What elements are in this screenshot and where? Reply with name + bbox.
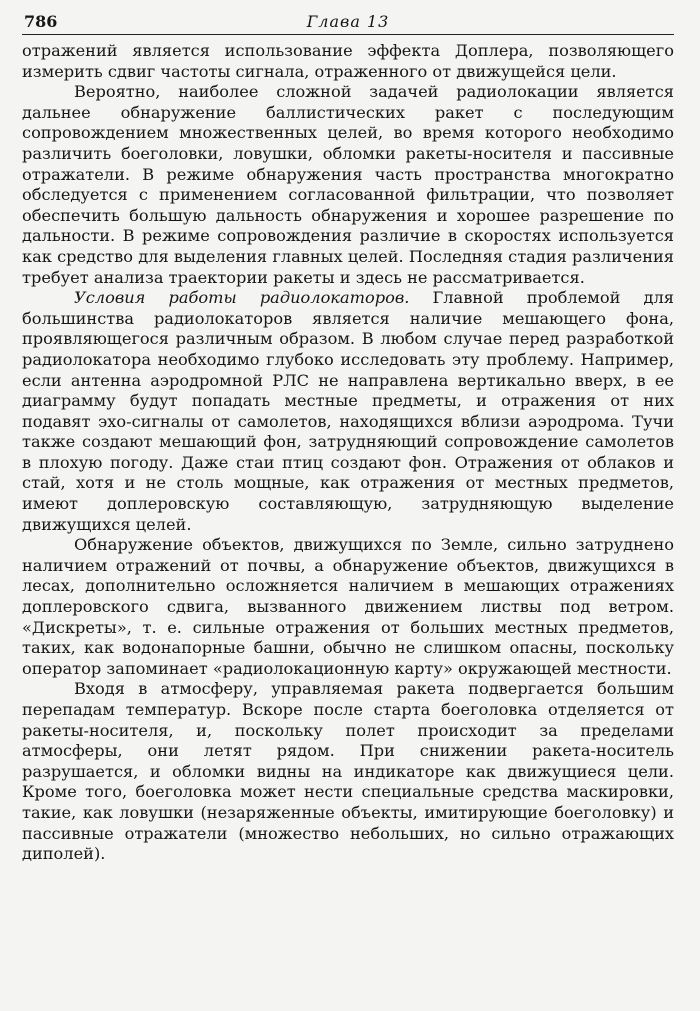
body-text: [22, 41, 674, 865]
page-number: 786: [24, 12, 58, 31]
paragraph-5: [22, 679, 674, 864]
paragraph-1: [22, 41, 674, 82]
section-heading: Условия работы радиолокаторов.: [74, 288, 410, 308]
paragraph-5-text: Входя в атмосферу, управляемая ракета подвергается большим перепадам температур. Вскоре после старта боеголовка отделяется от ракеты-носителя, и, поскольку полет происходит за пределами атмосферы, они летят рядом. При снижении ракета-носитель разрушается, и обломки видны на индикаторе как движущиеся цели. Кроме того, боеголовка может нести специальные средства маскировки, такие, как ловушки (незаряженные объекты, имитирующие боеголовку) и пассивные отражатели (множество небольших, но сильно отражающих диполей).: [22, 679, 674, 864]
paragraph-3: [22, 288, 674, 535]
paragraph-1-text: отражений является использование эффекта Доплера, позволяющего измерить сдвиг частоты сигнала, отраженного от движущейся цели.: [22, 41, 674, 81]
paragraph-4-text: Обнаружение объектов, движущихся по Земле, сильно затруднено наличием отражений от почвы, а обнаружение объектов, движущихся в лесах, дополнительно осложняется наличием в мешающих отражениях доплеровского сдвига, вызванного движением листвы под ветром. «Дискреты», т. е. сильные отражения от больших местных предметов, таких, как водонапорные башни, обычно не слишком опасны, поскольку оператор запоминает «радиолокационную карту» окружающей местности.: [22, 535, 674, 678]
page-header: [22, 12, 674, 35]
paragraph-4: [22, 535, 674, 679]
paragraph-2-text: Вероятно, наиболее сложной задачей радиолокации является дальнее обнаружение баллистических ракет с последующим сопровождением множественных целей, во время которого необходимо различить боеголовки, ловушки, обломки ракеты-носителя и пассивные отражатели. В режиме обнаружения часть пространства многократно обследуется с применением согласованной фильтрации, что позволяет обеспечить большую дальность обнаружения и хорошее разрешение по дальности. В режиме сопровождения различие в скоростях используется как средство для выделения главных целей. Последняя стадия различения требует анализа траектории ракеты и здесь не рассматривается.: [22, 82, 674, 287]
running-title: Глава 13: [306, 12, 390, 31]
paragraph-2: [22, 82, 674, 288]
paragraph-3-text: Главной проблемой для большинства радиолокаторов является наличие мешающего фона, проявляющегося различным образом. В любом случае перед разработкой радиолокатора необходимо глубоко исследовать эту проблему. Например, если антенна аэродромной РЛС не направлена вертикально вверх, в ее диаграмму будут попадать местные предметы, и отражения от них подавят эхо-сигналы от самолетов, находящихся вблизи аэродрома. Тучи также создают мешающий фон, затрудняющий сопровождение самолетов в плохую погоду. Даже стаи птиц создают фон. Отражения от облаков и стай, хотя и не столь мощные, как отражения от местных предметов, имеют доплеровскую составляющую, затрудняющую выделение движущихся целей.: [22, 288, 674, 534]
